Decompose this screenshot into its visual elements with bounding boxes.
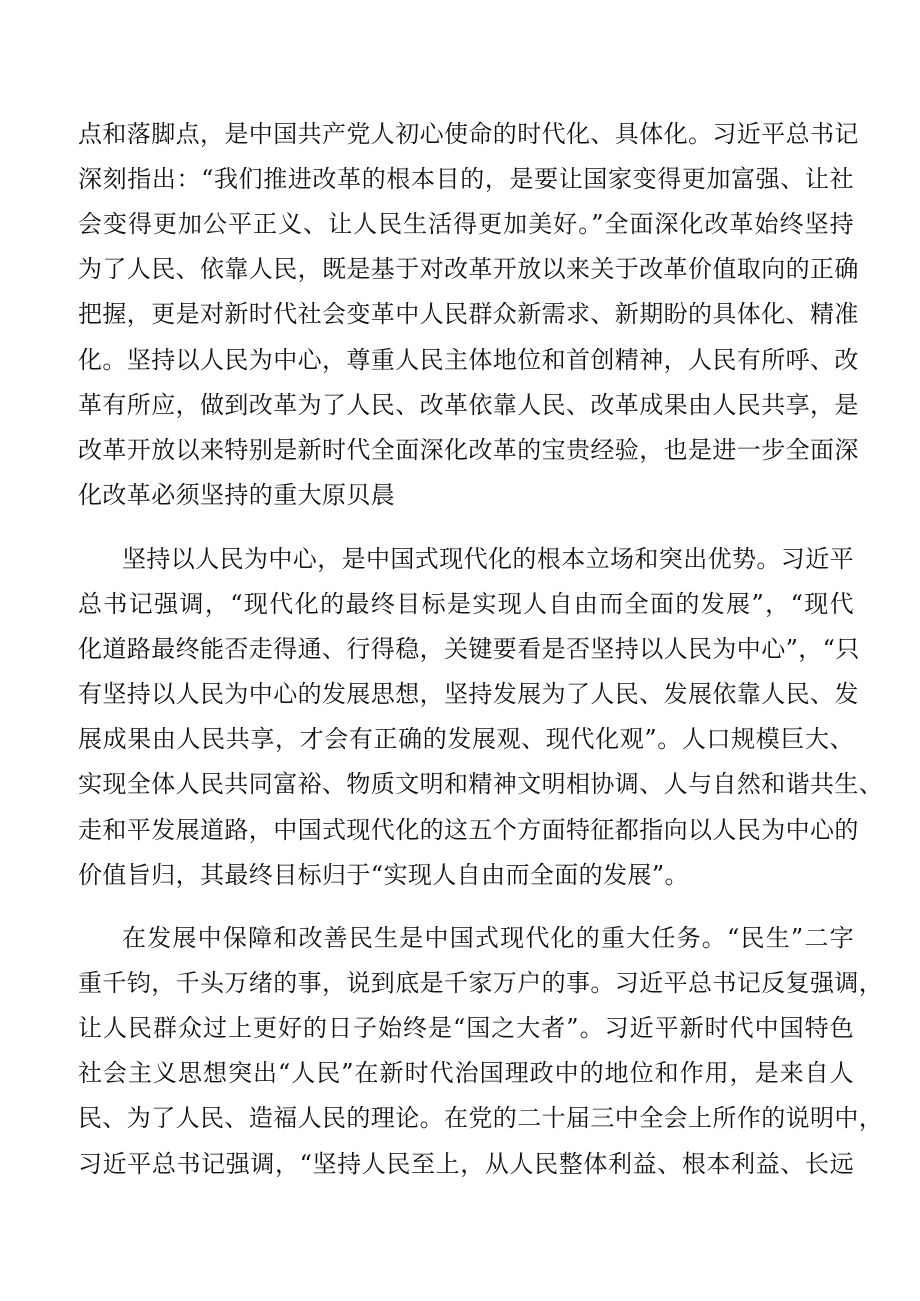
text-line: 把握，更是对新时代社会变革中人民群众新需求、新期盼的具体化、精准 — [78, 300, 859, 328]
text-line: 习近平总书记强调，“坚持人民至上，从人民整体利益、根本利益、长远 — [78, 1150, 854, 1178]
text-line: 化。坚持以人民为中心，尊重人民主体地位和首创精神，人民有所呼、改 — [78, 346, 859, 374]
text-line: 革有所应，做到改革为了人民、改革依靠人民、改革成果由人民共享，是 — [78, 391, 859, 419]
text-line: 坚持以人民为中心，是中国式现代化的根本立场和突出优势。习近平 — [122, 545, 854, 573]
text-line: 让人民群众过上更好的日子始终是“国之大者”。习近平新时代中国特色 — [78, 1014, 854, 1042]
text-line: 有坚持以人民为中心的发展思想，坚持发展为了人民、发展依靠人民、发 — [78, 680, 859, 708]
text-line: 重千钧，千头万绪的事，说到底是千家万户的事。习近平总书记反复强调， — [78, 969, 884, 997]
text-line: 民、为了人民、造福人民的理论。在党的二十届三中全会上所作的说明中， — [78, 1104, 884, 1132]
text-line: 走和平发展道路，中国式现代化的这五个方面特征都指向以人民为中心的 — [78, 816, 859, 844]
text-line: 展成果由人民共享，才会有正确的发展观、现代化观”。人口规模巨大、 — [78, 725, 854, 753]
text-line: 价值旨归，其最终目标归于“实现人自由而全面的发展”。 — [78, 861, 689, 889]
text-line: 点和落脚点，是中国共产党人初心使命的时代化、具体化。习近平总书记 — [78, 120, 859, 148]
text-line: 在发展中保障和改善民生是中国式现代化的重大任务。“民生”二字 — [122, 924, 854, 952]
text-line: 会变得更加公平正义、让人民生活得更加美好。”全面深化改革始终坚持 — [78, 210, 854, 238]
text-line: 实现全体人民共同富裕、物质文明和精神文明相协调、人与自然和谐共生、 — [78, 770, 884, 798]
text-line: 总书记强调，“现代化的最终目标是实现人自由而全面的发展”，“现代 — [78, 590, 854, 618]
text-line: 社会主义思想突出“人民”在新时代治国理政中的地位和作用，是来自人 — [78, 1059, 854, 1087]
text-line: 改革开放以来特别是新时代全面深化改革的宝贵经验，也是进一步全面深 — [78, 436, 859, 464]
text-line: 化道路最终能否走得通、行得稳，关键要看是否坚持以人民为中心”，“只 — [78, 635, 860, 663]
text-line: 化改革必须坚持的重大原贝晨 — [78, 481, 396, 509]
text-line: 深刻指出：“我们推进改革的根本目的，是要让国家变得更加富强、让社 — [78, 165, 854, 193]
text-line: 为了人民、依靠人民，既是基于对改革开放以来关于改革价值取向的正确 — [78, 255, 859, 283]
